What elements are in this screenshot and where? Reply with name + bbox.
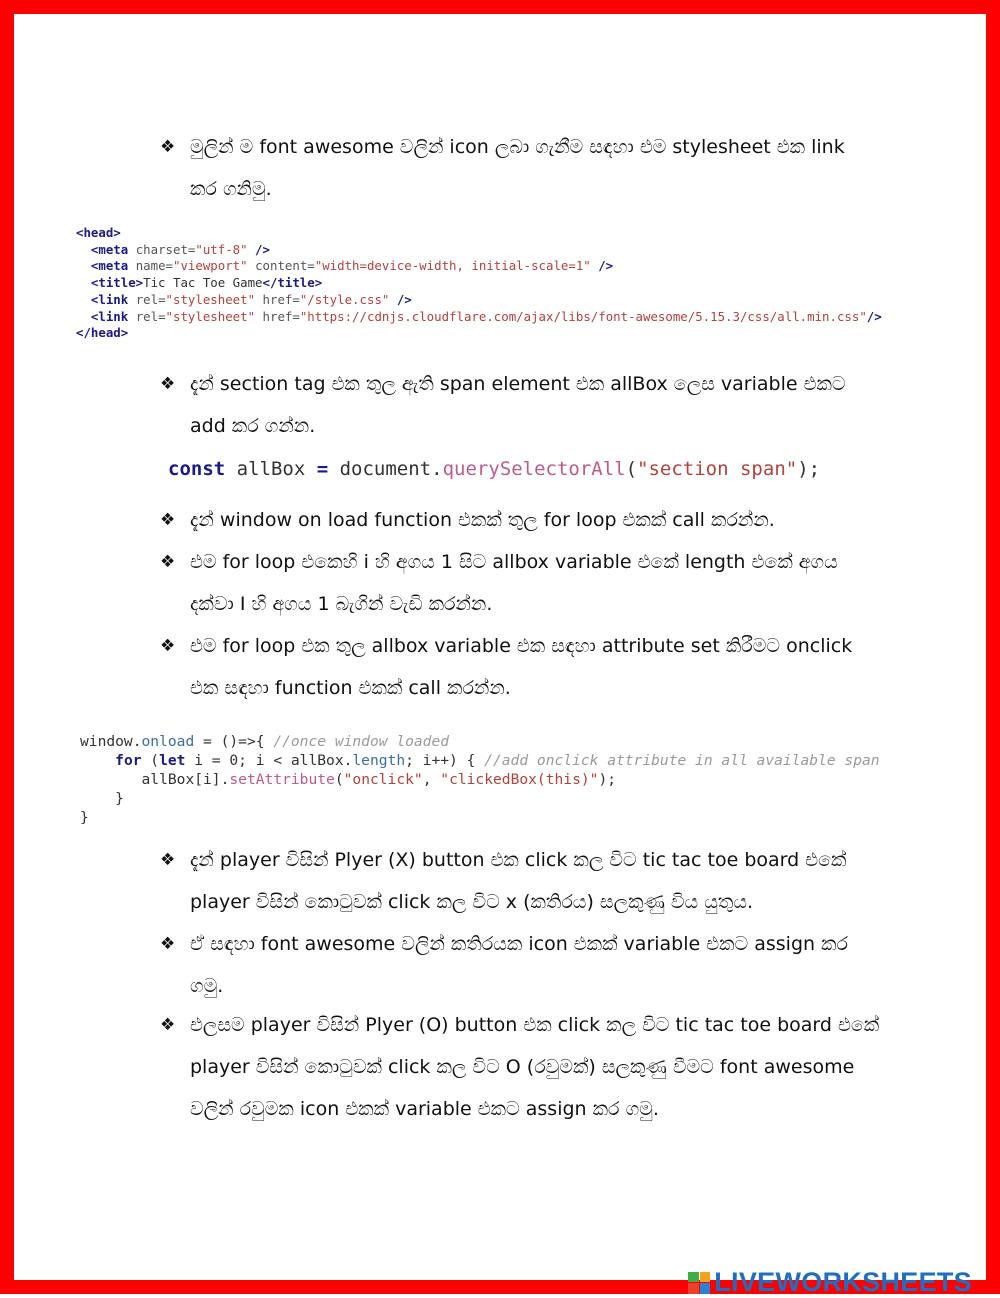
bullet-7 (160, 923, 890, 1007)
code-line-title: <title>Tic Tac Toe Game</title> (90, 275, 323, 291)
bullet-diamond-icon: ❖ (160, 1015, 176, 1035)
bullet-3 (160, 499, 890, 541)
code-line-setattribute: allBox[i].setAttribute("onclick", "clickedBox(this)"); (141, 771, 617, 788)
bullet-diamond-icon: ❖ (160, 137, 176, 157)
bullet-5-line-1: එම for loop එක තුල allbox variable එක සඳහා attribute set කිරීමට onclick (190, 635, 853, 657)
logo-square-4 (700, 1283, 711, 1294)
code-line-link-fontawesome: <link rel="stylesheet" href="https://cdnjs.cloudflare.com/ajax/libs/font-awesome/5.15.3/css/all.min.css"/> (90, 308, 882, 324)
bullet-1 (160, 126, 890, 210)
code-line-close-onload: } (80, 809, 89, 826)
bullet-1-line-2: කර ගනිමු. (190, 178, 272, 200)
bullet-3-line-1: දැන් window on load function එකක් තුල for loop එකක් call කරන්න. (190, 509, 775, 531)
bullet-2-line-2: add කර ගන්න. (190, 415, 316, 437)
code-block-head (76, 225, 882, 342)
bullet-7-line-2: ගමු. (190, 975, 224, 997)
bullet-6-line-2: player විසින් කොටුවක් click කල විට x (කතිරය) සලකුණු විය යුතුය. (190, 891, 754, 913)
code-line-head-open: <head> (76, 225, 121, 240)
bullet-diamond-icon: ❖ (160, 510, 176, 530)
logo-square-3 (688, 1283, 699, 1294)
logo-square-2 (700, 1272, 711, 1283)
bullet-6-line-1: දැන් player විසින් Plyer (X) button එක click කල විට tic tac toe board එකේ (190, 849, 847, 871)
liveworksheets-logo-text: LIVEWORKSHEETS (714, 1267, 972, 1297)
bullet-diamond-icon: ❖ (160, 552, 176, 572)
bullet-diamond-icon: ❖ (160, 636, 176, 656)
code-line-meta-charset: <meta charset="utf-8" /> (90, 241, 270, 257)
bullet-4-line-2: දක්වා I හි අගය 1 බැගින් වැඩි කරන්න. (190, 593, 493, 615)
code-line-close-for: } (115, 790, 124, 807)
code-line-for: for (let i = 0; i < allBox.length; i++) { //add onclick attribute in all available span (115, 752, 880, 769)
code-line-head-close: </head> (76, 325, 129, 341)
bullet-4 (160, 541, 890, 625)
bullet-2-line-1: දැන් section tag එක තුල ඇති span element එක allBox ලෙස variable එකට (190, 373, 846, 395)
liveworksheets-logo-icon (688, 1272, 710, 1294)
liveworksheets-logo[interactable] (688, 1267, 972, 1298)
bullet-8-line-2: player විසින් කොටුවක් click කල විට O (රවුමක්) සලකුණු වීමට font awesome (190, 1056, 855, 1078)
bullet-1-line-1: මුලින් ම font awesome වලින් icon ලබා ගැනීම සඳහා එම stylesheet එක link (190, 136, 845, 158)
bullet-2 (160, 363, 890, 447)
logo-square-1 (688, 1272, 699, 1283)
bullet-5 (160, 625, 890, 709)
bullet-7-line-1: ඒ සඳහා font awesome වලින් කතිරයක icon එකක් variable එකට assign කර (190, 933, 849, 955)
bullet-diamond-icon: ❖ (160, 934, 176, 954)
code-line-link-style: <link rel="stylesheet" href="/style.css" /> (90, 291, 412, 307)
bullet-8-line-3: වලින් රවුමක icon එකක් variable එකට assign කර ගමු. (190, 1098, 659, 1120)
bullet-4-line-1: එම for loop එකෙහි i හි අගය 1 සිට allbox variable එකේ length එකේ අගය (190, 551, 838, 573)
bullet-diamond-icon: ❖ (160, 374, 176, 394)
code-block-allbox: const allBox = document.querySelectorAll("section span"); (168, 458, 821, 480)
bullet-8-line-1: එලසම player විසින් Plyer (O) button එක click කල විට tic tac toe board එකේ (190, 1014, 880, 1036)
bullet-diamond-icon: ❖ (160, 850, 176, 870)
code-line-meta-viewport: <meta name="viewport" content="width=device-width, initial-scale=1" /> (90, 258, 614, 274)
bullet-5-line-2: එක සඳහා function එකක් call කරන්න. (190, 677, 511, 699)
code-block-onload (80, 732, 880, 827)
code-line-onload: window.onload = ()=>{ //once window loaded (80, 733, 450, 750)
bullet-8 (160, 1004, 890, 1130)
bullet-6 (160, 839, 890, 923)
